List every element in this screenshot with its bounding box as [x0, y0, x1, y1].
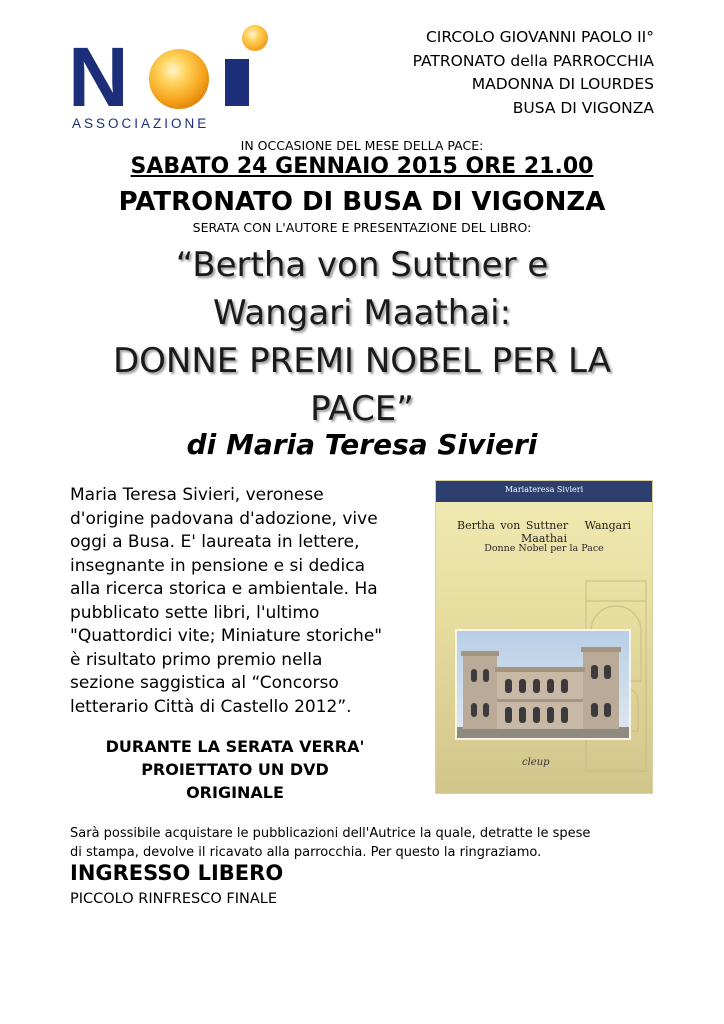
- cover-publisher: cleup: [522, 757, 550, 768]
- cover-name-right: Wangari Maathai: [521, 519, 632, 545]
- bio-line: "Quattordici vite; Miniature storiche": [70, 626, 383, 646]
- dvd-line: PROIETTATO UN DVD: [141, 760, 329, 779]
- occasion-line: IN OCCASIONE DEL MESE DELLA PACE:: [240, 138, 484, 153]
- book-title: [40, 241, 684, 433]
- bio-line: d'origine padovana d'adozione, vive: [70, 508, 378, 529]
- bio-line: sezione saggistica al “Concorso: [70, 673, 339, 693]
- building-illustration: [457, 631, 629, 738]
- bio-line: Maria Teresa Sivieri, veronese: [70, 485, 324, 505]
- bio-line: è risultato primo premio nella: [70, 649, 323, 670]
- event-venue: PATRONATO DI BUSA DI VIGONZA: [118, 187, 606, 217]
- event-date: SABATO 24 GENNAIO 2015 ORE 21.00: [130, 154, 594, 179]
- book-cover-image: [436, 481, 652, 793]
- evening-description: SERATA CON L'AUTORE E PRESENTAZIONE DEL LIBRO:: [192, 220, 532, 235]
- cover-author: Mariateresa Sivieri: [504, 485, 584, 494]
- book-author: di Maria Teresa Sivieri: [186, 428, 538, 461]
- bio-line: letterario Città di Castello 2012”.: [70, 696, 352, 717]
- noi-associazione-logo: [68, 24, 284, 134]
- book-title-line: DONNE PREMI NOBEL PER LA: [112, 341, 612, 381]
- cover-building-photo: [455, 629, 631, 740]
- organization-line: MADONNA DI LOURDES: [471, 75, 654, 93]
- logo-sphere-o: [149, 49, 209, 109]
- logo-letter-i: [225, 59, 249, 106]
- bio-line: oggi a Busa. E' laureata in lettere,: [70, 532, 360, 552]
- cover-names: [436, 519, 652, 545]
- logo-brand-text: ASSOCIAZIONE: [72, 116, 210, 131]
- organization-line: CIRCOLO GIOVANNI PAOLO II°: [425, 28, 654, 46]
- dvd-line: ORIGINALE: [186, 783, 284, 802]
- bio-line: pubblicato sette libri, l'ultimo: [70, 602, 320, 623]
- note-line: di stampa, devolve il ricavato alla parrocchia. Per questo la ringraziamo.: [70, 845, 542, 860]
- logo-sphere-dot: [242, 25, 268, 51]
- bio-line: alla ricerca storica e ambientale. Ha: [70, 579, 378, 599]
- logo-graphic: [68, 24, 284, 134]
- purchase-note: [70, 824, 590, 862]
- author-bio: [70, 484, 435, 719]
- book-title-line: Wangari Maathai:: [212, 293, 512, 333]
- logo-letter-n: N: [68, 30, 129, 124]
- organization-line: BUSA DI VIGONZA: [512, 98, 654, 117]
- organization-line: PATRONATO della PARROCCHIA: [412, 51, 654, 70]
- cover-subtitle: Donne Nobel per la Pace: [484, 543, 604, 554]
- organization-block: [413, 26, 654, 120]
- bio-line: insegnante in pensione e si dedica: [70, 555, 366, 576]
- note-line: Sarà possibile acquistare le pubblicazioni dell'Autrice la quale, detratte le spese: [70, 826, 591, 841]
- free-entry: INGRESSO LIBERO: [70, 861, 284, 885]
- book-title-line: “Bertha von Suttner e: [175, 245, 549, 285]
- dvd-line: DURANTE LA SERATA VERRA': [105, 737, 365, 756]
- cover-name-left: Bertha von Suttner: [456, 519, 569, 532]
- dvd-announcement: [70, 735, 400, 804]
- book-title-line: PACE”: [310, 389, 414, 429]
- refreshment-note: PICCOLO RINFRESCO FINALE: [70, 891, 278, 907]
